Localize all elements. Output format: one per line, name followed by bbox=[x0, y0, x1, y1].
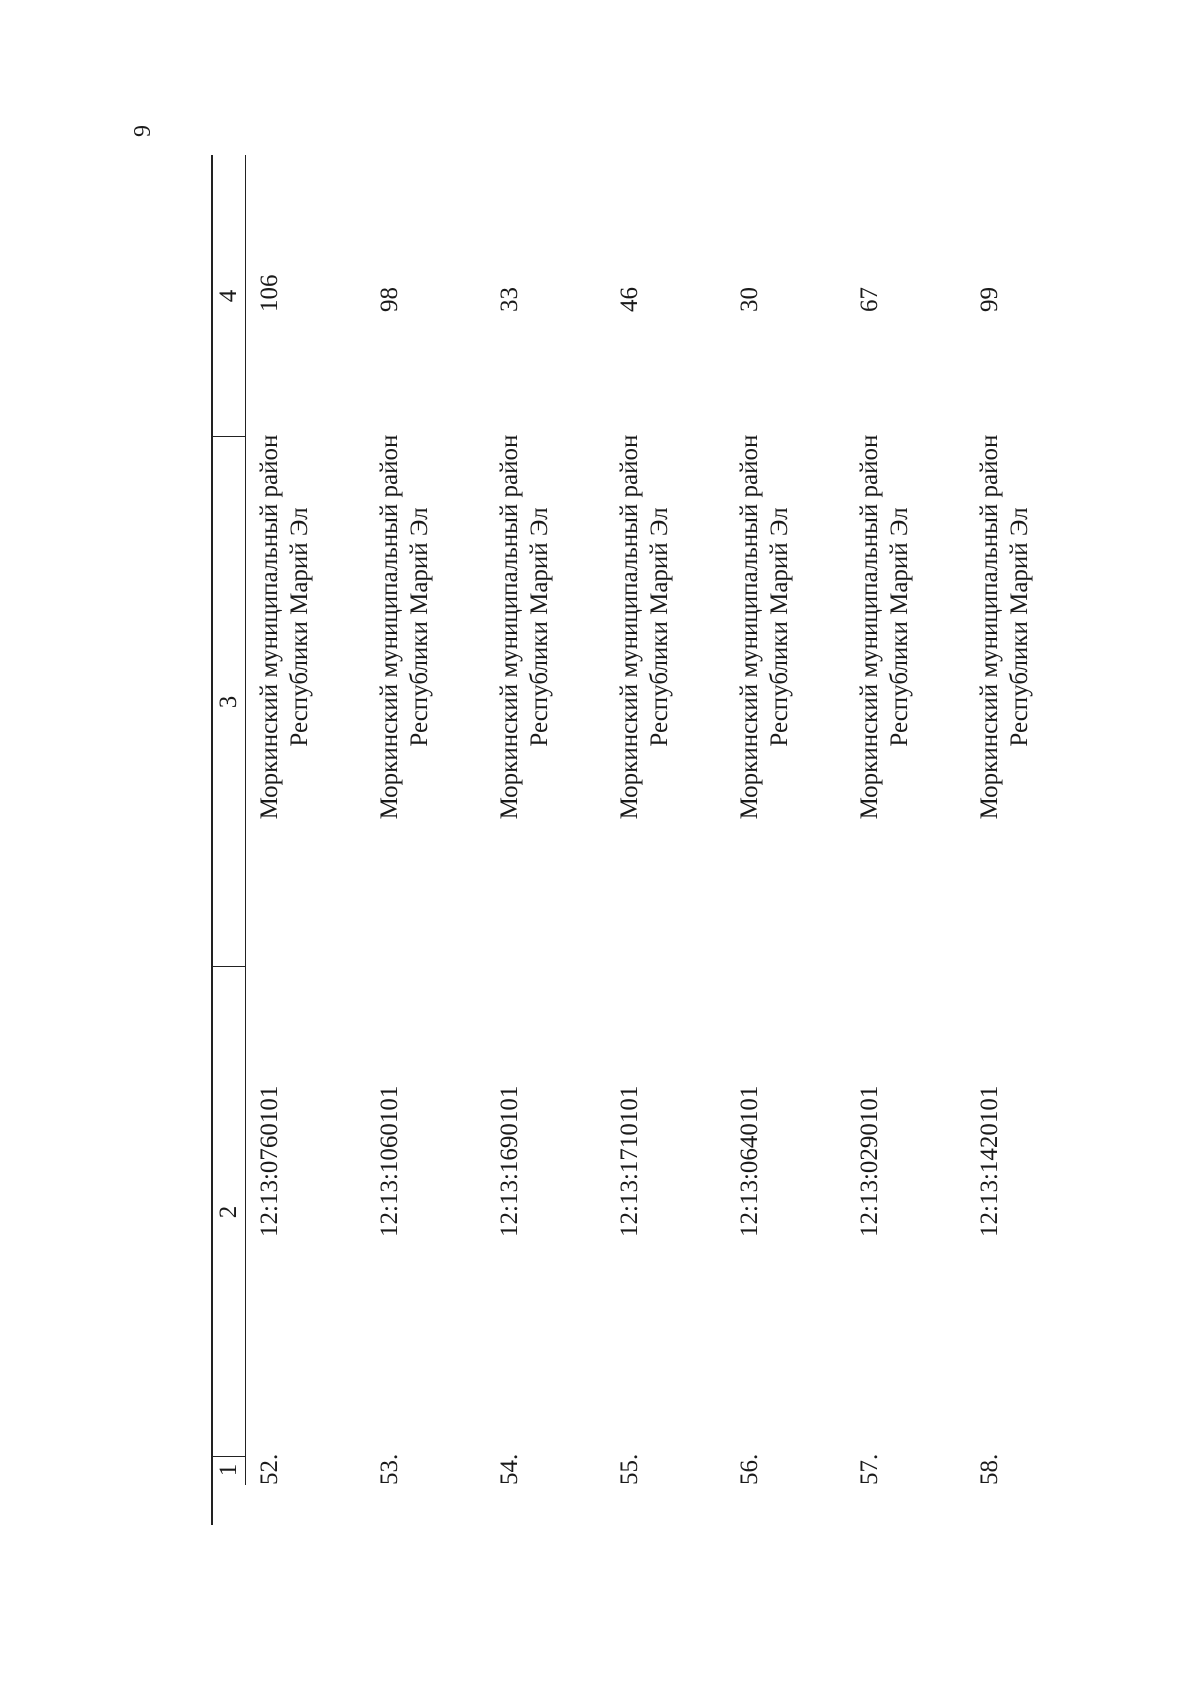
count-value: 98 bbox=[376, 287, 403, 312]
district-line-1: Моркинский муниципальный район bbox=[976, 434, 1003, 820]
row-number: 55. bbox=[616, 1453, 643, 1485]
column-header-4: 4 bbox=[215, 289, 242, 303]
district-line-1: Моркинский муниципальный район bbox=[736, 434, 763, 820]
row-number: 54. bbox=[496, 1453, 523, 1485]
district-line-1: Моркинский муниципальный район bbox=[616, 434, 643, 820]
district-line-1: Моркинский муниципальный район bbox=[496, 434, 523, 820]
count-value: 33 bbox=[496, 287, 523, 312]
district-line-1: Моркинский муниципальный район bbox=[256, 434, 283, 820]
column-header-2: 2 bbox=[215, 1205, 242, 1219]
count-value: 67 bbox=[856, 287, 883, 312]
row-number: 53. bbox=[376, 1453, 403, 1485]
page-number: 9 bbox=[130, 125, 156, 137]
row-number: 57. bbox=[856, 1453, 883, 1485]
cadastral-code: 12:13:1060101 bbox=[376, 1085, 403, 1237]
count-value: 106 bbox=[256, 274, 283, 312]
column-header-3: 3 bbox=[215, 695, 242, 709]
district-line-2: Республики Марий Эл bbox=[406, 507, 433, 747]
district-line-2: Республики Марий Эл bbox=[766, 507, 793, 747]
district-line-2: Республики Марий Эл bbox=[1006, 507, 1033, 747]
cadastral-code: 12:13:0640101 bbox=[736, 1085, 763, 1237]
district-line-2: Республики Марий Эл bbox=[646, 507, 673, 747]
cadastral-code: 12:13:1420101 bbox=[976, 1085, 1003, 1237]
count-value: 99 bbox=[976, 287, 1003, 312]
district-line-2: Республики Марий Эл bbox=[526, 507, 553, 747]
cadastral-code: 12:13:0290101 bbox=[856, 1085, 883, 1237]
row-number: 52. bbox=[256, 1453, 283, 1485]
cadastral-code: 12:13:1690101 bbox=[496, 1085, 523, 1237]
district-line-1: Моркинский муниципальный район bbox=[856, 434, 883, 820]
district-line-2: Республики Марий Эл bbox=[286, 507, 313, 747]
cadastral-code: 12:13:0760101 bbox=[256, 1085, 283, 1237]
column-header-1: 1 bbox=[215, 1463, 242, 1477]
row-number: 56. bbox=[736, 1453, 763, 1485]
row-number: 58. bbox=[976, 1453, 1003, 1485]
count-value: 30 bbox=[736, 287, 763, 312]
district-line-2: Республики Марий Эл bbox=[886, 507, 913, 747]
table-header-rule bbox=[245, 155, 246, 1485]
count-value: 46 bbox=[616, 287, 643, 312]
cadastral-code: 12:13:1710101 bbox=[616, 1085, 643, 1237]
district-line-1: Моркинский муниципальный район bbox=[376, 434, 403, 820]
